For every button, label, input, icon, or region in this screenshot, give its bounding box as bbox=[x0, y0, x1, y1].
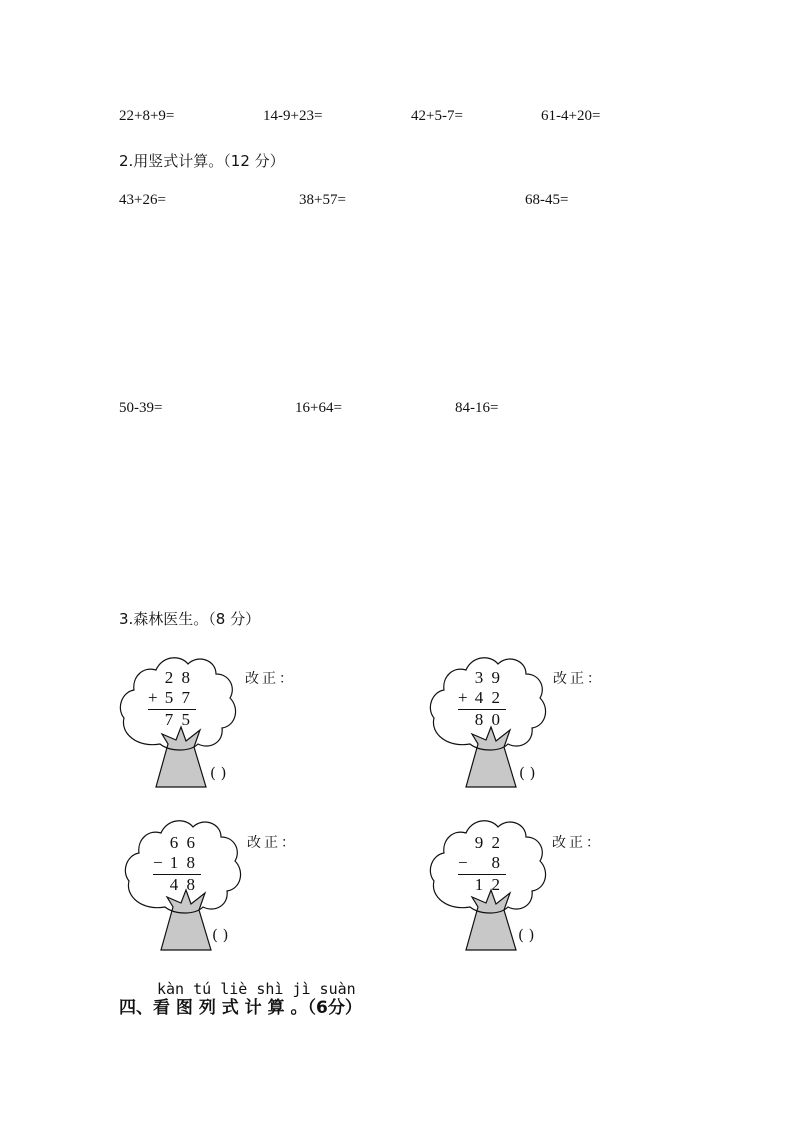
operator: + bbox=[148, 688, 158, 707]
tree-problem-1 bbox=[118, 652, 248, 792]
tree-problem-3 bbox=[123, 815, 253, 955]
result-number: 4 8 bbox=[169, 875, 197, 894]
answer-paren-4[interactable]: ( ) bbox=[518, 926, 535, 944]
calc-block bbox=[153, 833, 197, 899]
calc-block bbox=[148, 668, 192, 734]
vertical-calc-5: 16+64= bbox=[295, 400, 342, 416]
expression-4: 61-4+20= bbox=[541, 108, 601, 124]
answer-paren-3[interactable]: ( ) bbox=[212, 926, 229, 944]
question-2-title: 2.用竖式计算。（12 分） bbox=[119, 152, 285, 170]
top-number: 9 2 bbox=[474, 833, 502, 852]
section-4-pinyin: kàn tú liè shì jì suàn bbox=[157, 980, 356, 998]
vertical-calc-6: 84-16= bbox=[455, 400, 499, 416]
correction-label-3: 改正： bbox=[247, 835, 298, 851]
correction-label-2: 改正： bbox=[553, 671, 604, 687]
section-4-title: 四、看 图 列 式 计 算 。（6分） bbox=[119, 998, 362, 1018]
operator: − bbox=[458, 853, 468, 872]
top-number: 6 6 bbox=[169, 833, 197, 852]
vertical-calc-1: 43+26= bbox=[119, 192, 166, 208]
operator: + bbox=[458, 688, 468, 707]
second-number: 1 8 bbox=[169, 853, 197, 872]
second-number: 8 bbox=[491, 853, 502, 872]
question-3-title: 3.森林医生。（8 分） bbox=[119, 610, 261, 628]
calc-block bbox=[458, 833, 502, 899]
expression-3: 42+5-7= bbox=[411, 108, 463, 124]
result-number: 8 0 bbox=[474, 710, 502, 729]
operator: − bbox=[153, 853, 163, 872]
second-number: 4 2 bbox=[474, 688, 502, 707]
tree-problem-4 bbox=[428, 815, 558, 955]
answer-paren-1[interactable]: ( ) bbox=[210, 764, 227, 782]
expression-2: 14-9+23= bbox=[263, 108, 323, 124]
calc-block bbox=[458, 668, 502, 734]
result-number: 7 5 bbox=[164, 710, 192, 729]
result-number: 1 2 bbox=[474, 875, 502, 894]
top-number: 2 8 bbox=[164, 668, 192, 687]
expression-1: 22+8+9= bbox=[119, 108, 175, 124]
vertical-calc-4: 50-39= bbox=[119, 400, 163, 416]
second-number: 5 7 bbox=[164, 688, 192, 707]
answer-paren-2[interactable]: ( ) bbox=[519, 764, 536, 782]
vertical-calc-3: 68-45= bbox=[525, 192, 569, 208]
vertical-calc-2: 38+57= bbox=[299, 192, 346, 208]
tree-problem-2 bbox=[428, 652, 558, 792]
correction-label-1: 改正： bbox=[245, 671, 296, 687]
top-number: 3 9 bbox=[474, 668, 502, 687]
correction-label-4: 改正： bbox=[552, 835, 603, 851]
